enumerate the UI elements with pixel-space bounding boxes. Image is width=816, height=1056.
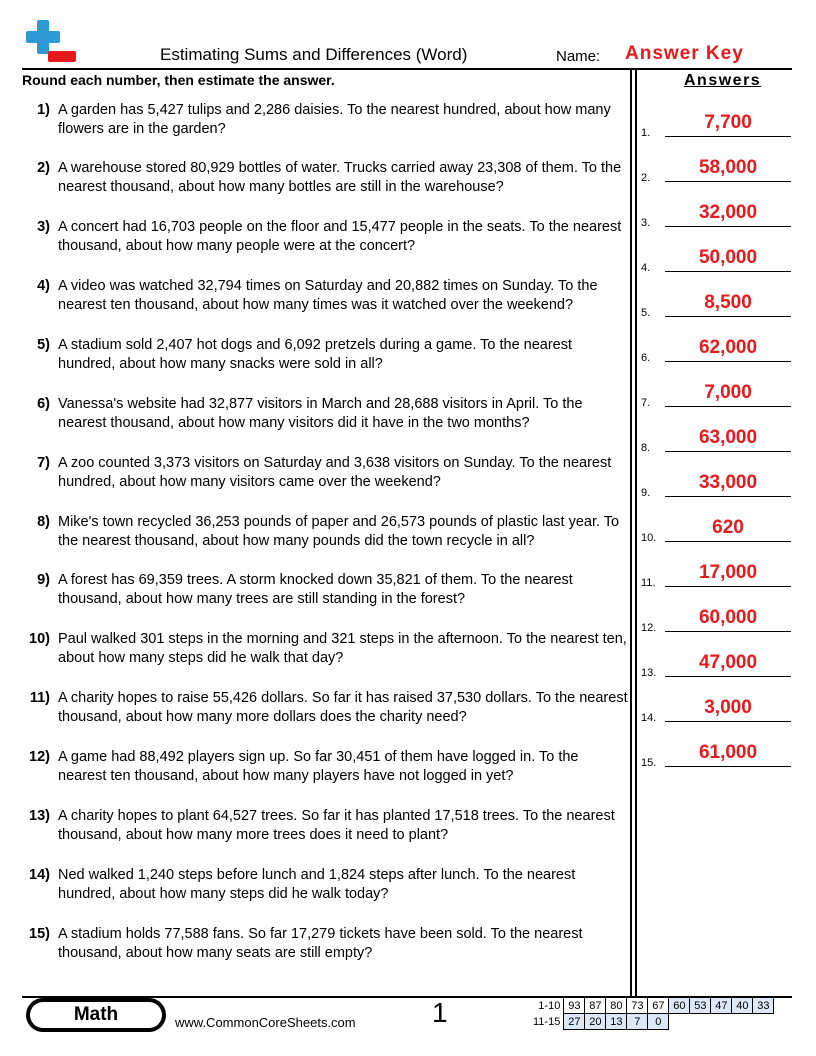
question-text: A stadium sold 2,407 hot dogs and 6,092 pretzels during a game. To the nearest hundred, about how many snacks were sold in all? <box>58 337 573 372</box>
answer-line <box>665 496 791 497</box>
subject-label: Math <box>30 1002 162 1028</box>
question-number: 10) <box>29 631 50 647</box>
answer-number: 11. <box>641 577 656 589</box>
answer-number: 2. <box>641 172 651 184</box>
answer-number: 5. <box>641 307 651 319</box>
worksheet-title: Estimating Sums and Differences (Word) <box>160 45 468 64</box>
answer-item <box>641 248 791 274</box>
answer-line <box>665 226 791 227</box>
answer-line <box>665 631 791 632</box>
question-number: 13) <box>29 808 50 824</box>
question-number: 15) <box>29 926 50 942</box>
answers-heading: Answers <box>684 72 762 89</box>
answer-value: 32,000 <box>698 202 758 223</box>
answer-value: 620 <box>712 517 744 538</box>
score-row-label: 11-15 <box>533 1015 561 1028</box>
question-text: A stadium holds 77,588 fans. So far 17,279 tickets have been sold. To the nearest thousand, about how many seats are still empty? <box>58 926 583 961</box>
answer-line <box>665 316 791 317</box>
question-text: A charity hopes to plant 64,527 trees. So far it has planted 17,518 trees. To the nearest thousand, about how many more trees does it need to plant? <box>58 808 615 843</box>
answer-number: 15. <box>641 757 657 769</box>
score-cell: 47 <box>711 998 732 1014</box>
answer-item <box>641 743 791 769</box>
answer-item <box>641 338 791 364</box>
top-divider <box>22 68 792 70</box>
question-text: Ned walked 1,240 steps before lunch and 1,824 steps after lunch. To the nearest hundred, about how many steps did he walk today? <box>58 867 576 902</box>
question-number: 1) <box>37 102 50 118</box>
question-number: 3) <box>37 219 50 235</box>
website-link[interactable]: www.CommonCoreSheets.com <box>175 1015 356 1030</box>
score-cell: 73 <box>627 998 648 1014</box>
answer-value: 62,000 <box>698 337 758 358</box>
question-text: A warehouse stored 80,929 bottles of water. Trucks carried away 23,308 of them. To the nearest thousand, about how many bottles are still in the warehouse? <box>58 160 622 195</box>
score-row <box>530 1014 774 1030</box>
question-text: Vanessa's website had 32,877 visitors in March and 28,688 visitors in April. To the nearest thousand, about how many visitors did it have in the two months? <box>58 396 583 431</box>
question-text: Mike's town recycled 36,253 pounds of paper and 26,573 pounds of plastic last year. To the nearest thousand, about how many pounds did the town recycle in all? <box>58 514 620 549</box>
answer-line <box>665 406 791 407</box>
answer-number: 14. <box>641 712 657 724</box>
answer-line <box>665 541 791 542</box>
answer-item <box>641 653 791 679</box>
column-divider <box>630 70 632 996</box>
answer-item <box>641 608 791 634</box>
answer-value: 8,500 <box>704 292 752 313</box>
answer-item <box>641 473 791 499</box>
answer-value: 7,000 <box>704 382 752 403</box>
answer-number: 8. <box>641 442 651 454</box>
question-number: 12) <box>29 749 50 765</box>
answer-value: 7,700 <box>704 112 752 133</box>
answer-value: 61,000 <box>698 742 758 763</box>
column-divider <box>635 70 637 996</box>
score-cell: 7 <box>627 1014 648 1030</box>
question-text: A game had 88,492 players sign up. So far 30,451 of them have logged in. To the nearest ten thousand, about how many players have not logged in yet? <box>58 749 579 784</box>
score-cell: 33 <box>753 998 774 1014</box>
answer-line <box>665 136 791 137</box>
answer-number: 1. <box>641 127 651 139</box>
score-cell: 80 <box>606 998 627 1014</box>
answer-value: 17,000 <box>698 562 758 583</box>
question-text: A concert had 16,703 people on the floor and 15,477 people in the seats. To the nearest thousand, about how many people were at the concert? <box>58 219 622 254</box>
score-table <box>530 997 774 1030</box>
answer-value: 33,000 <box>698 472 758 493</box>
answer-value: 47,000 <box>698 652 758 673</box>
question-text: A video was watched 32,794 times on Saturday and 20,882 times on Sunday. To the nearest ten thousand, about how many times was it watched over the weekend? <box>58 278 598 313</box>
score-cell: 53 <box>690 998 711 1014</box>
score-cell: 27 <box>564 1014 585 1030</box>
answer-line <box>665 721 791 722</box>
score-row <box>530 998 774 1014</box>
question-number: 5) <box>37 337 50 353</box>
question-text: A forest has 69,359 trees. A storm knocked down 35,821 of them. To the nearest thousand, about how many trees are still standing in the forest? <box>58 572 573 607</box>
question-number: 6) <box>37 396 50 412</box>
answer-line <box>665 451 791 452</box>
answer-item <box>641 428 791 454</box>
question-text: Paul walked 301 steps in the morning and 321 steps in the afternoon. To the nearest ten, about how many steps did he walk that day? <box>58 631 627 666</box>
score-cell: 67 <box>648 998 669 1014</box>
answer-value: 60,000 <box>698 607 758 628</box>
answer-line <box>665 676 791 677</box>
question-number: 7) <box>37 455 50 471</box>
answer-item <box>641 293 791 319</box>
answer-item <box>641 563 791 589</box>
question-number: 2) <box>37 160 50 176</box>
question-text: A charity hopes to raise 55,426 dollars. So far it has raised 37,530 dollars. To the nearest thousand, about how many more dollars does the charity need? <box>58 690 628 725</box>
question-number: 11) <box>29 690 50 706</box>
score-cell: 87 <box>585 998 606 1014</box>
answer-value: 50,000 <box>698 247 758 268</box>
question-number: 14) <box>29 867 50 883</box>
answer-number: 4. <box>641 262 651 274</box>
answer-number: 9. <box>641 487 651 499</box>
answer-number: 7. <box>641 397 651 409</box>
score-row-label: 1-10 <box>538 999 561 1012</box>
answer-value: 58,000 <box>698 157 758 178</box>
score-cell: 93 <box>564 998 585 1014</box>
question-number: 4) <box>37 278 50 294</box>
answer-key-label: Answer Key <box>625 43 744 64</box>
answer-value: 3,000 <box>704 697 752 718</box>
question-number: 8) <box>37 514 50 530</box>
answer-item <box>641 698 791 724</box>
answer-line <box>665 361 791 362</box>
score-cell: 20 <box>585 1014 606 1030</box>
question-text: A zoo counted 3,373 visitors on Saturday and 3,638 visitors on Sunday. To the nearest hundred, about how many visitors came over the weekend? <box>58 455 612 490</box>
answer-number: 6. <box>641 352 651 364</box>
answer-number: 10. <box>641 532 657 544</box>
answer-line <box>665 766 791 767</box>
answer-number: 13. <box>641 667 657 679</box>
score-cell: 13 <box>606 1014 627 1030</box>
answer-item <box>641 383 791 409</box>
score-cell: 0 <box>648 1014 669 1030</box>
question-text: A garden has 5,427 tulips and 2,286 daisies. To the nearest hundred, about how many flowers are in the garden? <box>58 102 611 137</box>
answer-item <box>641 113 791 139</box>
answer-line <box>665 181 791 182</box>
name-label: Name: <box>556 48 601 65</box>
score-cell: 60 <box>669 998 690 1014</box>
answer-line <box>665 271 791 272</box>
page-number: 1 <box>432 997 448 1028</box>
instructions: Round each number, then estimate the answer. <box>22 72 335 88</box>
score-cell: 40 <box>732 998 753 1014</box>
question-number: 9) <box>37 572 50 588</box>
plus-minus-logo-icon <box>22 18 78 66</box>
answer-line <box>665 586 791 587</box>
answer-number: 12. <box>641 622 657 634</box>
answer-item <box>641 203 791 229</box>
answer-item <box>641 518 791 544</box>
answer-item <box>641 158 791 184</box>
answer-number: 3. <box>641 217 651 229</box>
answer-value: 63,000 <box>698 427 758 448</box>
